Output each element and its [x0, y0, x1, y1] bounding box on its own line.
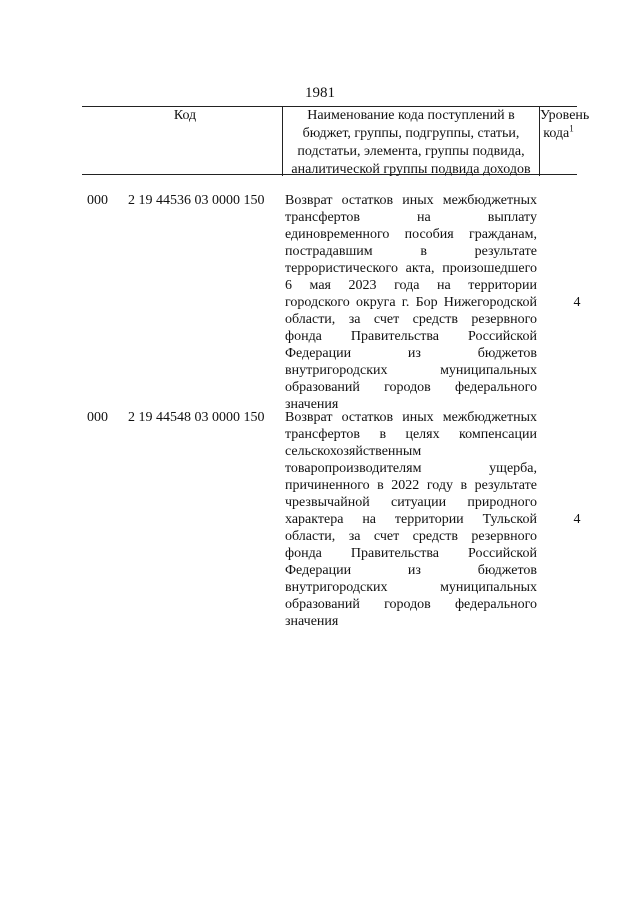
description-line: чрезвычайной ситуации природного	[285, 495, 537, 510]
description-line: Федерации из бюджетов	[285, 346, 537, 361]
description-line: Возврат остатков иных межбюджетных	[285, 410, 537, 425]
header-level	[540, 107, 590, 176]
description-line: значения	[285, 614, 339, 629]
row-description	[285, 192, 537, 413]
description-line: Федерации из бюджетов	[285, 563, 537, 578]
description-line: внутригородских муниципальных	[285, 580, 537, 595]
page-number: 1981	[305, 85, 335, 101]
description-line: значения	[285, 397, 339, 412]
header-code: Код	[173, 108, 197, 123]
description-line: единовременного пособия гражданам,	[285, 227, 537, 242]
row-description	[285, 409, 537, 630]
description-line: области, за счет средств резервного	[285, 529, 537, 544]
description-line: трансфертов на выплату	[285, 210, 537, 225]
row-code: 2 19 44536 03 0000 150	[128, 193, 265, 208]
description-line: причиненного в 2022 году в результате	[285, 478, 537, 493]
row-level: 4	[573, 295, 581, 310]
header-level-label: Уровень кода	[540, 108, 590, 141]
description-line: 6 мая 2023 года на территории	[285, 278, 537, 293]
row-prefix: 000	[87, 193, 108, 208]
table-header	[82, 106, 590, 177]
description-line: Возврат остатков иных межбюджетных	[285, 193, 537, 208]
row-level: 4	[573, 512, 581, 527]
row-prefix: 000	[87, 410, 108, 425]
header-name: Наименование кода поступлений в бюджет, группы, подгруппы, статьи, подстатьи, элемента, группы подвида, аналитической группы подвида доходов	[282, 107, 540, 176]
description-line: сельскохозяйственным	[285, 444, 422, 459]
description-line: характера на территории Тульской	[285, 512, 537, 527]
description-line: трансфертов в целях компенсации	[285, 427, 537, 442]
description-line: фонда Правительства Российской	[285, 329, 537, 344]
description-line: образований городов федерального	[285, 380, 537, 395]
description-line: товаропроизводителям ущерба,	[285, 461, 537, 476]
description-line: области, за счет средств резервного	[285, 312, 537, 327]
description-line: образований городов федерального	[285, 597, 537, 612]
description-line: пострадавшим в результате	[285, 244, 537, 259]
description-line: террористического акта, произошедшего	[285, 261, 537, 276]
description-line: фонда Правительства Российской	[285, 546, 537, 561]
header-level-footnote: 1	[569, 123, 574, 134]
row-code: 2 19 44548 03 0000 150	[128, 410, 265, 425]
description-line: городского округа г. Бор Нижегородской	[285, 295, 537, 310]
description-line: внутригородских муниципальных	[285, 363, 537, 378]
